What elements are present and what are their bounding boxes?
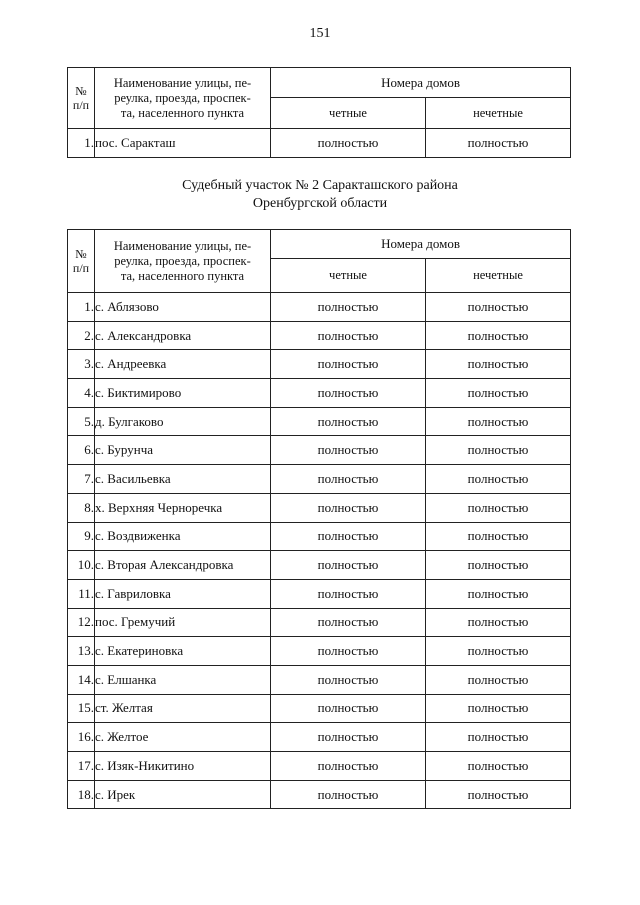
even-houses: полностью bbox=[271, 321, 426, 350]
row-number: 1. bbox=[68, 293, 95, 322]
table-row bbox=[68, 321, 571, 350]
row-number: 6. bbox=[68, 436, 95, 465]
header-even: четные bbox=[271, 259, 426, 293]
even-houses: полностью bbox=[271, 579, 426, 608]
even-houses: полностью bbox=[271, 407, 426, 436]
street-name: пос. Саракташ bbox=[95, 129, 271, 158]
table-row bbox=[68, 493, 571, 522]
section-title bbox=[0, 177, 640, 213]
even-houses: полностью bbox=[271, 694, 426, 723]
odd-houses: полностью bbox=[426, 321, 571, 350]
row-number: 12. bbox=[68, 608, 95, 637]
street-name: с. Гавриловка bbox=[95, 579, 271, 608]
street-name: ст. Желтая bbox=[95, 694, 271, 723]
even-houses: полностью bbox=[271, 608, 426, 637]
even-houses: полностью bbox=[271, 293, 426, 322]
even-houses: полностью bbox=[271, 752, 426, 781]
row-number: 15. bbox=[68, 694, 95, 723]
street-name: с. Биктимирово bbox=[95, 379, 271, 408]
table-row bbox=[68, 579, 571, 608]
row-number: 13. bbox=[68, 637, 95, 666]
street-name: с. Екатериновка bbox=[95, 637, 271, 666]
row-number: 1. bbox=[68, 129, 95, 158]
section-title-line1: Судебный участок № 2 Саракташского района bbox=[182, 178, 458, 193]
table-row bbox=[68, 551, 571, 580]
even-houses: полностью bbox=[271, 723, 426, 752]
header-name-line3: та, населенного пункта bbox=[120, 105, 245, 120]
odd-houses: полностью bbox=[426, 752, 571, 781]
row-number: 18. bbox=[68, 780, 95, 809]
street-name: с. Андреевка bbox=[95, 350, 271, 379]
street-name: с. Бурунча bbox=[95, 436, 271, 465]
odd-houses: полностью bbox=[426, 579, 571, 608]
header-name-line2: реулка, проезда, проспек- bbox=[114, 90, 251, 105]
street-name: с. Ирек bbox=[95, 780, 271, 809]
header-num bbox=[68, 230, 95, 293]
header-odd: нечетные bbox=[426, 98, 571, 129]
even-houses: полностью bbox=[271, 551, 426, 580]
row-number: 11. bbox=[68, 579, 95, 608]
header-house-numbers: Номера домов bbox=[271, 230, 571, 259]
row-number: 14. bbox=[68, 665, 95, 694]
odd-houses: полностью bbox=[426, 694, 571, 723]
odd-houses: полностью bbox=[426, 723, 571, 752]
odd-houses: полностью bbox=[426, 436, 571, 465]
odd-houses: полностью bbox=[426, 608, 571, 637]
odd-houses: полностью bbox=[426, 350, 571, 379]
table-row bbox=[68, 694, 571, 723]
streets-table-1 bbox=[67, 67, 571, 158]
even-houses: полностью bbox=[271, 780, 426, 809]
odd-houses: полностью bbox=[426, 522, 571, 551]
table-row bbox=[68, 379, 571, 408]
section-title-line2: Оренбургской области bbox=[252, 196, 388, 211]
table-row bbox=[68, 752, 571, 781]
odd-houses: полностью bbox=[426, 407, 571, 436]
street-name: с. Вторая Александровка bbox=[95, 551, 271, 580]
table-row bbox=[68, 350, 571, 379]
odd-houses: полностью bbox=[426, 493, 571, 522]
odd-houses: полностью bbox=[426, 465, 571, 494]
row-number: 4. bbox=[68, 379, 95, 408]
row-number: 2. bbox=[68, 321, 95, 350]
header-street-name bbox=[95, 230, 271, 293]
street-name: с. Васильевка bbox=[95, 465, 271, 494]
table-row bbox=[68, 407, 571, 436]
header-num-abbr: п/п bbox=[72, 98, 90, 112]
row-number: 10. bbox=[68, 551, 95, 580]
even-houses: полностью bbox=[271, 129, 426, 158]
street-name: с. Изяк-Никитино bbox=[95, 752, 271, 781]
odd-houses: полностью bbox=[426, 293, 571, 322]
even-houses: полностью bbox=[271, 436, 426, 465]
street-name: с. Александровка bbox=[95, 321, 271, 350]
row-number: 17. bbox=[68, 752, 95, 781]
street-name: пос. Гремучий bbox=[95, 608, 271, 637]
table-row bbox=[68, 293, 571, 322]
header-house-numbers: Номера домов bbox=[271, 68, 571, 98]
streets-table-2 bbox=[67, 229, 571, 809]
odd-houses: полностью bbox=[426, 665, 571, 694]
header-name-line2: реулка, проезда, проспек- bbox=[114, 253, 251, 268]
street-name: х. Верхняя Чернoречка bbox=[95, 493, 271, 522]
header-num-sign: № bbox=[75, 84, 87, 98]
page-number: 151 bbox=[309, 26, 331, 41]
table-row bbox=[68, 665, 571, 694]
even-houses: полностью bbox=[271, 350, 426, 379]
odd-houses: полностью bbox=[426, 780, 571, 809]
header-num-sign: № bbox=[75, 247, 87, 261]
header-street-name bbox=[95, 68, 271, 129]
header-odd: нечетные bbox=[426, 259, 571, 293]
header-num-abbr: п/п bbox=[72, 261, 90, 275]
table-row bbox=[68, 637, 571, 666]
even-houses: полностью bbox=[271, 493, 426, 522]
row-number: 5. bbox=[68, 407, 95, 436]
table-row bbox=[68, 436, 571, 465]
table-row bbox=[68, 129, 571, 158]
even-houses: полностью bbox=[271, 665, 426, 694]
row-number: 8. bbox=[68, 493, 95, 522]
even-houses: полностью bbox=[271, 637, 426, 666]
odd-houses: полностью bbox=[426, 551, 571, 580]
odd-houses: полностью bbox=[426, 637, 571, 666]
row-number: 7. bbox=[68, 465, 95, 494]
header-name-line1: Наименование улицы, пе- bbox=[113, 238, 252, 253]
table-row bbox=[68, 780, 571, 809]
header-name-line1: Наименование улицы, пе- bbox=[113, 75, 252, 90]
odd-houses: полностью bbox=[426, 379, 571, 408]
table-row bbox=[68, 522, 571, 551]
row-number: 3. bbox=[68, 350, 95, 379]
even-houses: полностью bbox=[271, 379, 426, 408]
even-houses: полностью bbox=[271, 465, 426, 494]
row-number: 16. bbox=[68, 723, 95, 752]
street-name: с. Воздвиженка bbox=[95, 522, 271, 551]
table-row bbox=[68, 465, 571, 494]
row-number: 9. bbox=[68, 522, 95, 551]
even-houses: полностью bbox=[271, 522, 426, 551]
street-name: д. Булгаково bbox=[95, 407, 271, 436]
street-name: с. Аблязово bbox=[95, 293, 271, 322]
header-num bbox=[68, 68, 95, 129]
header-name-line3: та, населенного пункта bbox=[120, 268, 245, 283]
header-even: четные bbox=[271, 98, 426, 129]
table-row bbox=[68, 608, 571, 637]
odd-houses: полностью bbox=[426, 129, 571, 158]
street-name: с. Елшанка bbox=[95, 665, 271, 694]
street-name: с. Желтое bbox=[95, 723, 271, 752]
table-row bbox=[68, 723, 571, 752]
